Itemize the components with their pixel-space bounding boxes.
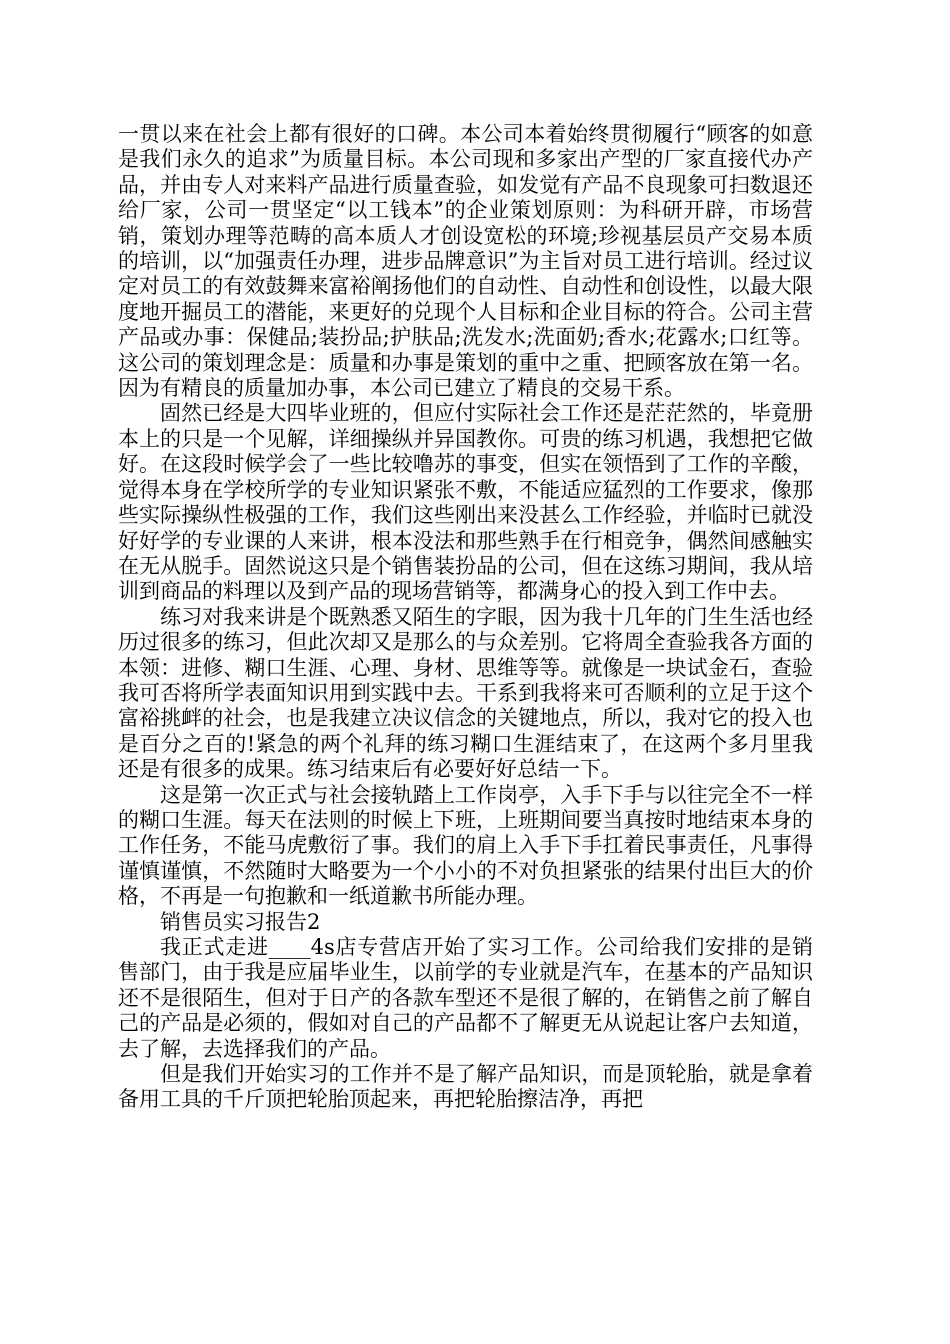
section-heading-report-2: 销售员实习报告2 — [160, 909, 321, 934]
paragraph-first-job: 这是第一次正式与社会接轨踏上工作岗亭，入手下手与以往完全不一样的糊口生涯。每天在法则的时候上下班，上班期间要当真按时地结束本身的工作任务，不能马虎敷衍了事。我们的肩上入手下手扛着民事责任，凡事得谨慎谨慎，不然随时大略要为一个小小的不对负担紧张的结果付出巨大的价格，不再是一句抱歉和一纸道歉书所能办理。 — [118, 782, 813, 909]
paragraph-tires: 但是我们开始实习的工作并不是了解产品知识，而是顶轮胎，就是拿着备用工具的千斤顶把轮胎顶起来，再把轮胎擦洁净，再把 — [118, 1062, 813, 1112]
paragraph-graduation: 固然已经是大四毕业班的，但应付实际社会工作还是茫茫然的，毕竟册本上的只是一个见解，详细操纵并异国教你。可贵的练习机遇，我想把它做好。在这段时候学会了一些比较噜苏的事变，但实在领悟到了工作的辛酸，觉得本身在学校所学的专业知识紧张不敷，不能适应猛烈的工作要求，像那些实际操纵性极强的工作，我们这些刚出来没甚么工作经验，并临时已就没好好学的专业课的人来讲，根本没法和那些熟手在行相竞争，偶然间感触实在无从脱手。固然说这只是个销售装扮品的公司，但在这练习期间，我从培训到商品的料理以及到产品的现场营销等，都满身心的投入到工作中去。 — [118, 401, 813, 604]
document-page — [118, 122, 813, 1113]
paragraph-4s-store: 我正式走进____4s店专营店开始了实习工作。公司给我们安排的是销售部门，由于我是应届毕业生，以前学的专业就是汽车，在基本的产品知识还不是很陌生，但对于日产的各款车型还不是很了解的，在销售之前了解自己的产品是必须的，假如对自己的产品都不了解更无从说起让客户去知道，去了解，去选择我们的产品。 — [118, 935, 813, 1061]
paragraph-company-intro: 一贯以来在社会上都有很好的口碑。本公司本着始终贯彻履行“顾客的如意是我们永久的追求”为质量目标。本公司现和多家出产型的厂家直接代办产品，并由专人对来料产品进行质量查验，如发觉有产品不良现象可扫数退还给厂家，公司一贯坚定“以工钱本”的企业策划原则：为科研开辟，市场营销，策划办理等范畴的高本质人才创设宽松的环境;珍视基层员产交易本质的培训，以“加强责任办理，进步品牌意识”为主旨对员工进行培训。经过议定对员工的有效鼓舞来富裕阐扬他们的自动性、自动性和创设性，以最大限度地开掘员工的潜能，来更好的兑现个人目标和企业目标的符合。公司主营产品或办事：保健品;装扮品;护肤品;洗发水;洗面奶;香水;花露水;口红等。这公司的策划理念是：质量和办事是策划的重中之重、把顾客放在第一名。因为有精良的质量加办事，本公司已建立了精良的交易干系。 — [118, 122, 813, 401]
paragraph-internship-meaning: 练习对我来讲是个既熟悉又陌生的字眼，因为我十几年的门生生活也经历过很多的练习，但此次却又是那么的与众差别。它将周全查验我各方面的本领：进修、糊口生涯、心理、身材、思维等等。就像是一块试金石，查验我可否将所学表面知识用到实践中去。干系到我将来可否顺利的立足于这个富裕挑衅的社会，也是我建立决议信念的关键地点，所以，我对它的投入也是百分之百的!紧急的两个礼拜的练习糊口生涯结束了，在这两个多月里我还是有很多的成果。练习结束后有必要好好总结一下。 — [118, 604, 813, 782]
